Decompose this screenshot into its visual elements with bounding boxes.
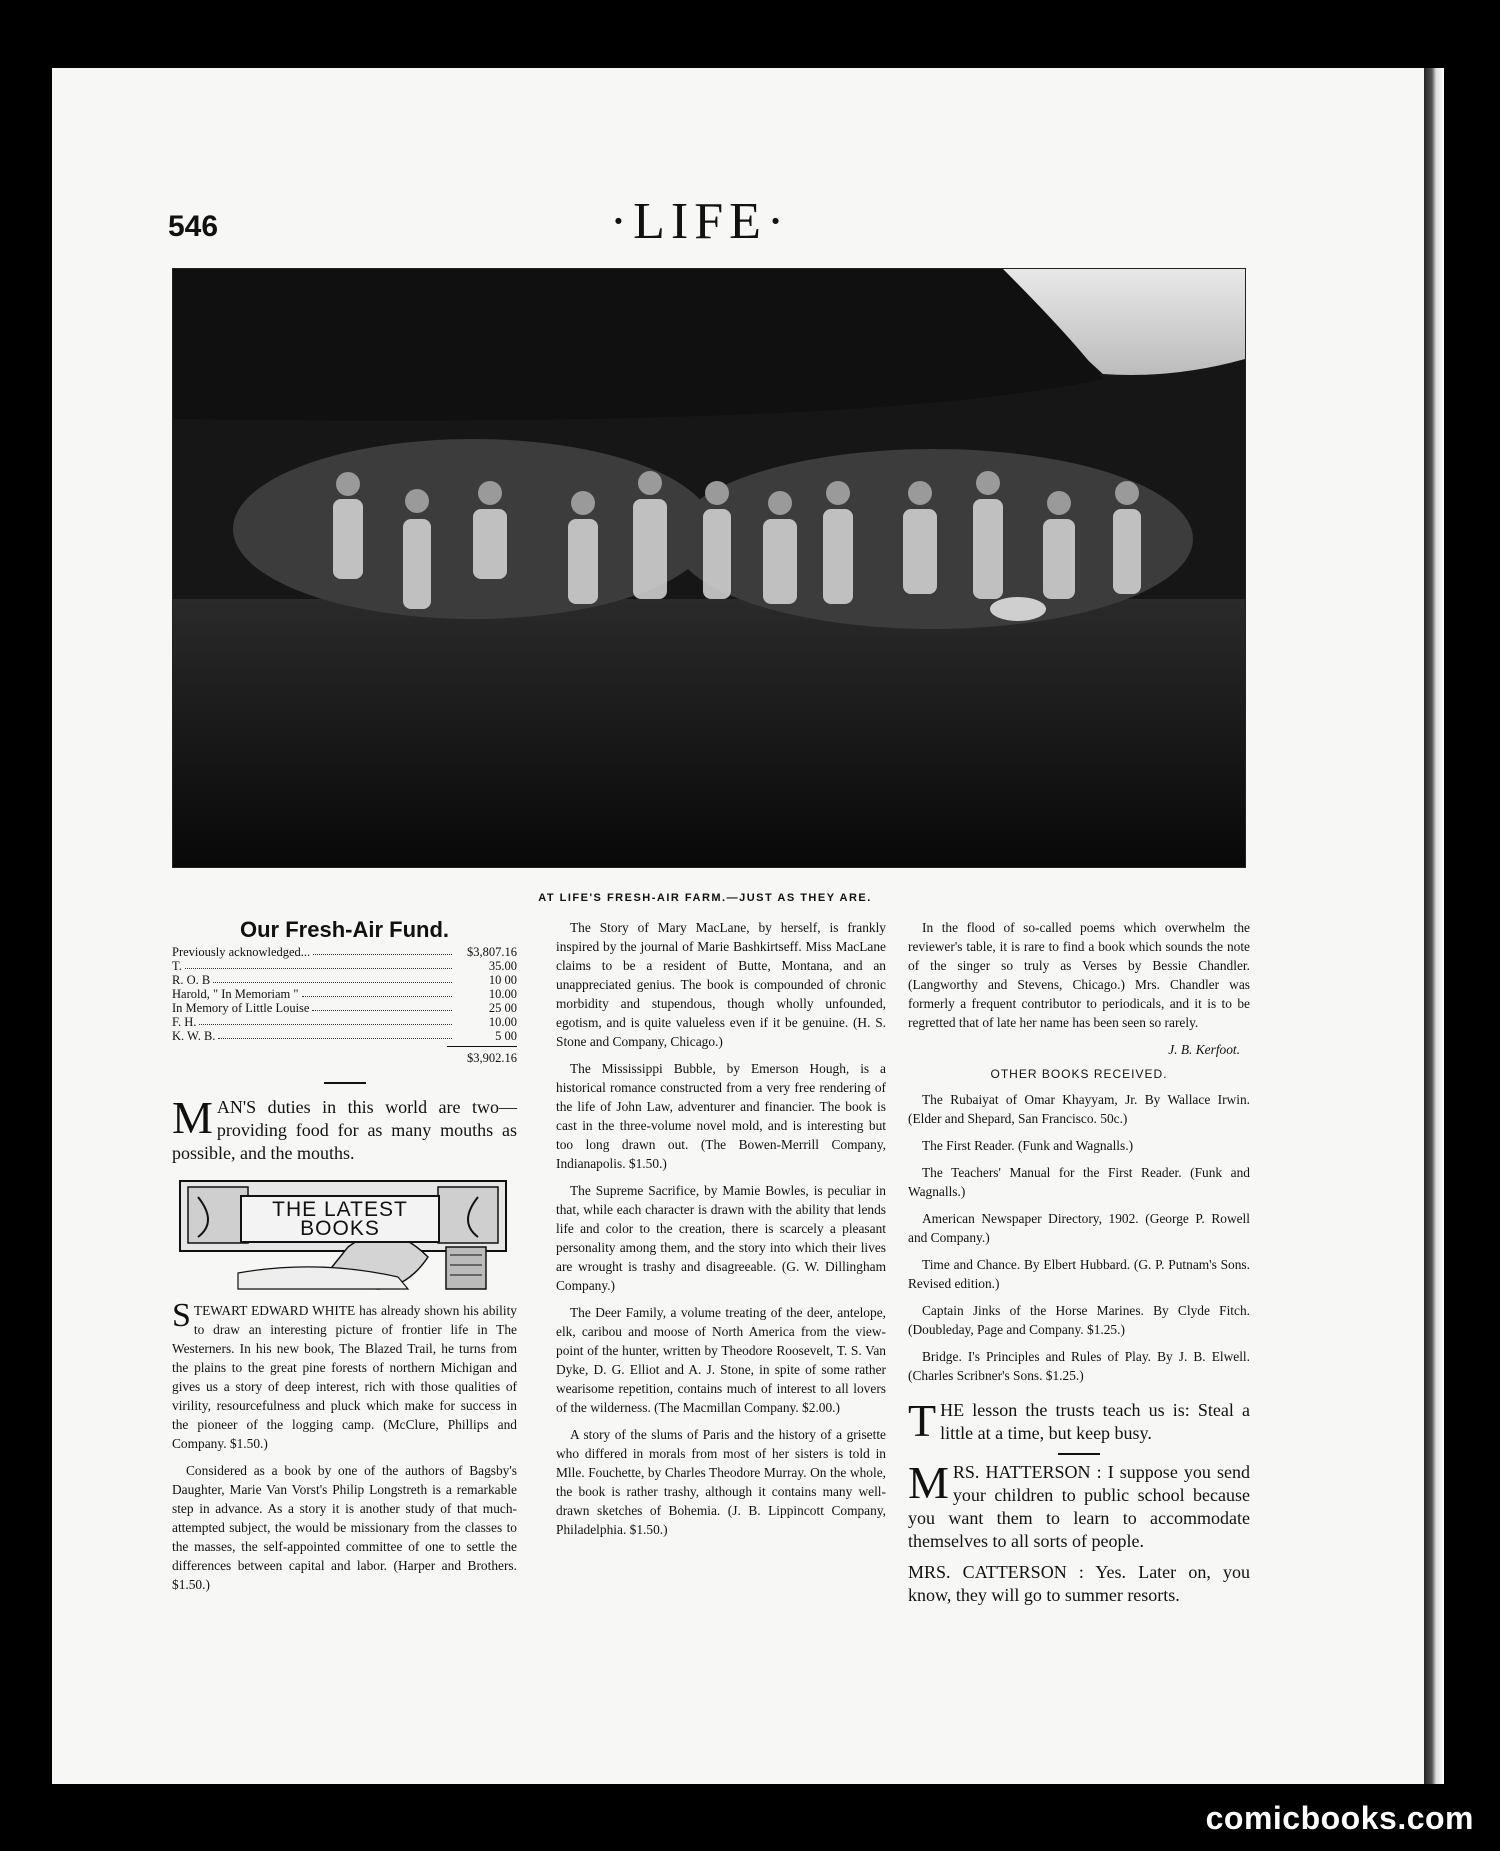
- review-bessie-chandler: In the flood of so-called poems which overwhelm the reviewer's table, it is rare to find a book which sounds the note of the singer so truly as Verses by Bessie Chandler. (Langworthy and Stevens, Chicago.) Mrs. Chandler was formerly a frequent contributor to periodicals, and it is to be regretted that of late her name has been seen so rarely.: [908, 920, 1250, 1030]
- fund-row: [172, 945, 517, 959]
- column-middle: [556, 918, 886, 1547]
- other-book-item: American Newspaper Directory, 1902. (George P. Rowell and Company.): [908, 1211, 1250, 1245]
- divider-rule: [324, 1082, 366, 1084]
- page-edge: [1424, 68, 1444, 1784]
- fund-amount: 10.00: [488, 1015, 517, 1029]
- fund-name: R. O. B: [172, 973, 211, 987]
- dot-leader: [218, 1029, 452, 1039]
- other-book-item: The First Reader. (Funk and Wagnalls.): [922, 1138, 1134, 1153]
- review-deer-family: The Deer Family, a volume treating of the deer, antelope, elk, caribou and moose of North America from the view-point of the hunter, written by Theodore Roosevelt, T. S. Van Dyke, D. G. Elliot and A. J. Stone, in spite of some rather wearisome repetition, contains much of interest to all lovers of the wilderness. (The Macmillan Company. $2.00.): [556, 1305, 886, 1415]
- fund-name: Previously acknowledged...: [172, 945, 311, 959]
- joke-hatterson: [908, 1457, 1250, 1553]
- photo-illustration: [173, 269, 1245, 867]
- joke-text: AN'S duties in this world are two—providing food for as many mouths as possible, and the mouths.: [172, 1097, 517, 1163]
- fund-name: Harold, " In Memoriam ": [172, 987, 299, 1001]
- reviewer-signature: J. B. Kerfoot.: [1168, 1042, 1240, 1057]
- dot-leader: [302, 987, 453, 997]
- watermark: comicbooks.com: [1205, 1800, 1474, 1836]
- dot-leader: [213, 973, 452, 983]
- dot-leader: [313, 945, 452, 955]
- dot-leader: [312, 1001, 452, 1011]
- review-blazed-trail: [172, 1297, 517, 1453]
- photo-caption: AT LIFE'S FRESH-AIR FARM.—JUST AS THEY ARE.: [538, 892, 872, 904]
- latest-books-banner: [178, 1177, 508, 1293]
- other-book-item: Captain Jinks of the Horse Marines. By Clyde Fitch. (Doubleday, Page and Company. $1.25.): [908, 1303, 1250, 1337]
- dot-leader: [185, 959, 452, 969]
- fund-list: [172, 945, 517, 1068]
- other-book-item: The Rubaiyat of Omar Khayyam, Jr. By Wallace Irwin. (Elder and Shepard, San Francisco. 50c.): [908, 1092, 1250, 1126]
- review-mary-maclane: The Story of Mary MacLane, by herself, is frankly inspired by the journal of Marie Bashkirtseff. Miss MacLane claims to be a resident of Butte, Montana, and an unappreciated genius. The book is compounded of chronic morbidity and stupendous, though wholly unfounded, egotism, and is quite valueless even if it be genuine. (H. S. Stone and Company, Chicago.): [556, 920, 886, 1049]
- joke-text: HE lesson the trusts teach us is: Steal a little at a time, but keep busy.: [940, 1400, 1250, 1443]
- fund-name: T.: [172, 959, 182, 973]
- fund-amount: $3,807.16: [467, 945, 517, 959]
- dot-leader: [199, 1015, 452, 1025]
- column-left: [172, 918, 517, 1602]
- other-book-item: Bridge. I's Principles and Rules of Play. By J. B. Elwell. (Charles Scribner's Sons. $1.25.): [908, 1349, 1250, 1383]
- review-mississippi-bubble: The Mississippi Bubble, by Emerson Hough, is a historical romance constructed from a very free rendering of the life of John Law, adventurer and financier. The book is cast in the three-volume novel mold, and is interesting but too long drawn out. (The Bowen-Merrill Company, Indianapolis. $1.50.): [556, 1061, 886, 1171]
- joke-mans-duties: [172, 1092, 517, 1165]
- banner-text: THE LATEST BOOKS: [240, 1195, 440, 1243]
- drop-cap: T: [908, 1395, 937, 1446]
- fund-row: [172, 959, 517, 973]
- fund-name: K. W. B.: [172, 1029, 216, 1043]
- fund-row: [172, 973, 517, 987]
- fund-title: Our Fresh-Air Fund.: [240, 917, 449, 942]
- scan-border: [1444, 0, 1500, 1851]
- joke-text: RS. HATTERSON : I suppose you send your children to public school because you want them to learn to accommodate themselves to all sorts of people.: [908, 1462, 1250, 1551]
- column-right: [908, 918, 1250, 1615]
- fund-row: [172, 1001, 517, 1015]
- other-books-heading: OTHER BOOKS RECEIVED.: [990, 1067, 1168, 1081]
- joke-trusts: [908, 1395, 1250, 1446]
- fund-amount: 10 00: [488, 973, 517, 987]
- fund-total: $3,902.16: [447, 1046, 517, 1068]
- drop-cap: S: [172, 1297, 191, 1334]
- fund-name: In Memory of Little Louise: [172, 1001, 310, 1015]
- group-photograph: [172, 268, 1246, 868]
- fund-row: [172, 1029, 517, 1043]
- joke-catterson: MRS. CATTERSON : Yes. Later on, you know, they will go to summer resorts.: [908, 1562, 1250, 1605]
- fund-row: [172, 1015, 517, 1029]
- fund-amount: 10.00: [488, 987, 517, 1001]
- review-supreme-sacrifice: The Supreme Sacrifice, by Mamie Bowles, is peculiar in that, while each character is drawn with the ability that lends life and color to the creation, there is scarcely a pleasant personality among them, and the story into which their lives are wrought is trashy and disagreeable. (G. W. Dillingham Company.): [556, 1183, 886, 1293]
- fund-row: [172, 987, 517, 1001]
- fund-name: F. H.: [172, 1015, 197, 1029]
- fund-amount: 5 00: [495, 1029, 517, 1043]
- fund-amount: 35.00: [488, 959, 517, 973]
- other-book-item: Time and Chance. By Elbert Hubbard. (G. P. Putnam's Sons. Revised edition.): [908, 1257, 1250, 1291]
- other-book-item: The Teachers' Manual for the First Reader. (Funk and Wagnalls.): [908, 1165, 1250, 1199]
- review-text: TEWART EDWARD WHITE has already shown his ability to draw an interesting picture of frontier life in The Westerners. In his new book, The Blazed Trail, he turns from the plains to the great pine forests of northern Michigan and gives us a story of deep interest, rich with those qualities of virility, resourcefulness and pluck which make for success in the pioneer of the logging camp. (McClure, Phillips and Company. $1.50.): [172, 1303, 517, 1451]
- drop-cap: M: [172, 1092, 213, 1143]
- masthead: ·LIFE·: [609, 193, 791, 250]
- page-number: 546: [168, 210, 219, 243]
- fund-amount: 25 00: [488, 1001, 517, 1015]
- review-philip-longstreth: Considered as a book by one of the authors of Bagsby's Daughter, Marie Van Vorst's Philip Longstreth is a remarkable step in advance. As a story it is another study of that much-attempted subject, the would be missionary from the classes to the masses, the self-appointed committee of one to settle the differences between capital and labor. (Harper and Brothers. $1.50.): [172, 1463, 517, 1592]
- review-mlle-fouchette: A story of the slums of Paris and the history of a grisette who differed in morals from most of her sisters is told in Mlle. Fouchette, by Charles Theodore Murray. On the whole, the book is rather trashy, although it contains many well-drawn sketches of Bohemia. (J. B. Lippincott Company, Philadelphia. $1.50.): [556, 1427, 886, 1537]
- drop-cap: M: [908, 1457, 949, 1508]
- divider-rule: [1058, 1453, 1100, 1455]
